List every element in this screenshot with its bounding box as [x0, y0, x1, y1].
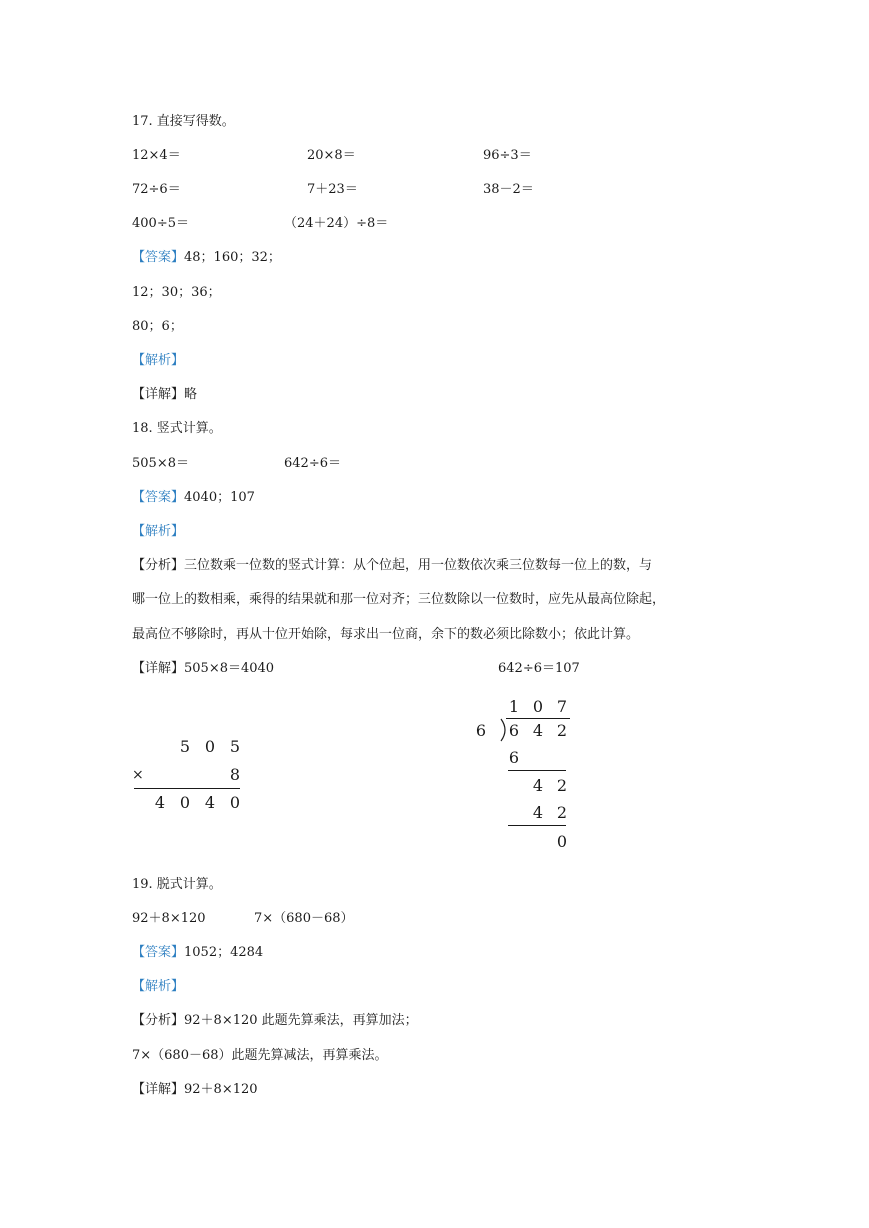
step-digit: 4 — [532, 776, 544, 795]
digit: 5 — [229, 737, 241, 756]
q19-fenxi-line — [132, 1013, 418, 1029]
q19-detail-line — [132, 1082, 258, 1098]
digit: 5 — [179, 737, 191, 756]
q17-problem: 12×4＝ — [132, 148, 181, 163]
digit: 8 — [229, 765, 241, 784]
digit: 0 — [204, 737, 216, 756]
step-line — [508, 770, 566, 771]
q17-answer-cont: 12；30；36； — [132, 285, 221, 300]
q18-fenxi-cont: 哪一位上的数相乘，乘得的结果就和那一位对齐；三位数除以一位数时，应先从最高位除起， — [132, 592, 666, 607]
detail-tag: 【详解】 — [132, 661, 185, 676]
answer-tag: 【答案】 — [132, 945, 185, 960]
q17-analysis-tag: 【解析】 — [132, 353, 185, 368]
step-digit: 2 — [556, 776, 568, 795]
detail-tag: 【详解】 — [132, 387, 185, 402]
q18-problem: 505×8＝ — [132, 456, 189, 471]
digit: 4 — [204, 793, 216, 812]
q18-title: 18. 竖式计算。 — [132, 421, 222, 436]
result-line — [134, 788, 240, 789]
q17-problem: 7＋23＝ — [307, 182, 358, 197]
detail-text: 略 — [184, 387, 198, 402]
q18-detail-line — [132, 661, 274, 677]
answer-text: 48；160；32； — [184, 250, 281, 265]
dividend-digit: 4 — [532, 721, 544, 740]
detail-text: 92＋8×120 — [184, 1082, 258, 1097]
q19-problem: 92＋8×120 — [132, 911, 206, 926]
step-digit: 4 — [532, 803, 544, 822]
q17-detail-line — [132, 387, 197, 403]
dividend-digit: 2 — [556, 721, 568, 740]
q18-fenxi-line — [132, 558, 652, 574]
quotient-digit: 7 — [556, 697, 568, 716]
fenxi-tag: 【分析】 — [132, 558, 185, 573]
q18-answer-line — [132, 490, 255, 506]
fenxi-text: 92＋8×120 此题先算乘法，再算加法； — [184, 1013, 418, 1028]
q17-problem: （24＋24）÷8＝ — [284, 216, 389, 231]
divisor: 6 — [475, 721, 487, 740]
answer-tag: 【答案】 — [132, 490, 185, 505]
q18-detail-eq: 642÷6＝107 — [498, 661, 580, 676]
division-bar — [506, 718, 570, 719]
step-digit: 6 — [508, 748, 520, 767]
q18-analysis-tag: 【解析】 — [132, 524, 185, 539]
q17-problem: 38－2＝ — [483, 182, 534, 197]
step-digit: 2 — [556, 803, 568, 822]
digit: 0 — [229, 793, 241, 812]
q18-fenxi-cont: 最高位不够除时，再从十位开始除，每求出一位商，余下的数必须比除数小；依此计算。 — [132, 627, 640, 642]
detail-tag: 【详解】 — [132, 1082, 185, 1097]
q17-problem: 72÷6＝ — [132, 182, 181, 197]
q17-answer-cont: 80；6； — [132, 319, 183, 334]
fenxi-text: 三位数乘一位数的竖式计算：从个位起，用一位数依次乘三位数每一位上的数，与 — [184, 558, 653, 573]
step-line — [508, 825, 566, 826]
q17-problem: 400÷5＝ — [132, 216, 189, 231]
answer-text: 4040；107 — [184, 490, 255, 505]
answer-text: 1052；4284 — [184, 945, 264, 960]
remainder-digit: 0 — [556, 832, 568, 851]
q19-fenxi-cont: 7×（680－68）此题先算减法，再算乘法。 — [132, 1048, 388, 1063]
q18-problem: 642÷6＝ — [284, 456, 341, 471]
answer-tag: 【答案】 — [132, 250, 185, 265]
digit: 4 — [154, 793, 166, 812]
quotient-digit: 1 — [508, 697, 520, 716]
digit: 0 — [179, 793, 191, 812]
q19-problem: 7×（680－68） — [254, 911, 354, 926]
q19-analysis-tag: 【解析】 — [132, 979, 185, 994]
q17-problem: 20×8＝ — [307, 148, 356, 163]
quotient-digit: 0 — [532, 697, 544, 716]
q17-problem: 96÷3＝ — [483, 148, 532, 163]
q19-answer-line — [132, 945, 263, 961]
q19-title: 19. 脱式计算。 — [132, 877, 222, 892]
dividend-digit: 6 — [508, 721, 520, 740]
q17-title: 17. 直接写得数。 — [132, 114, 235, 129]
multiply-sign: × — [132, 767, 144, 783]
q17-answer-line — [132, 250, 281, 266]
detail-eq: 505×8＝4040 — [184, 661, 275, 676]
fenxi-tag: 【分析】 — [132, 1013, 185, 1028]
